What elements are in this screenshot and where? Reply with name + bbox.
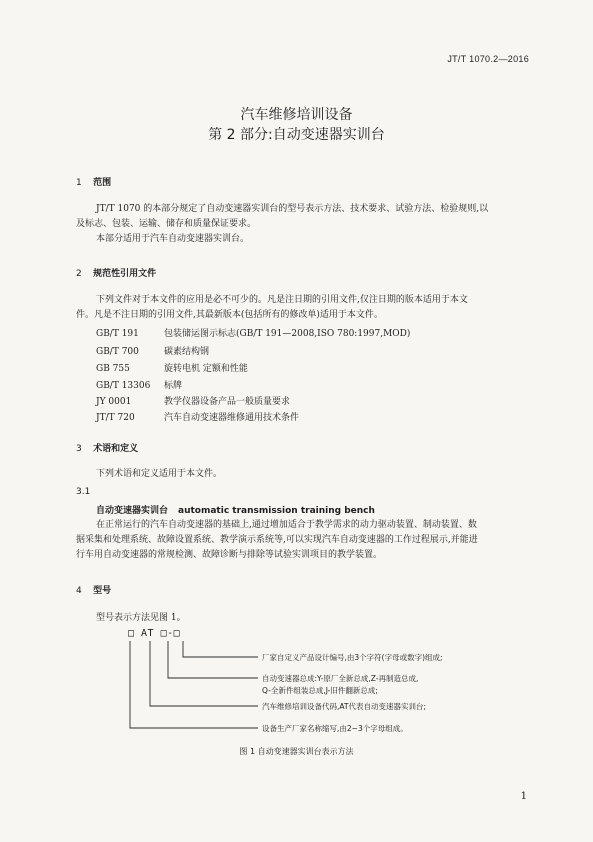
scope-paragraph-line2: 及标志、包装、运输、储存和质量保证要求。 [76, 219, 257, 229]
scope-applicability: 本部分适用于汽车自动变速器实训台。 [96, 234, 250, 244]
section-title: 规范性引用文件 [93, 269, 157, 279]
reference-title: 碳素结构钢 [164, 347, 210, 357]
diagram-label-assembly-type: 自动变速器总成:Y-原厂全新总成,Z-再制造总成, [262, 674, 419, 683]
section-title: 术语和定义 [93, 444, 139, 454]
scope-paragraph-line1: JT/T 1070 的本部分规定了自动变速器实训台的型号表示方法、技术要求、试验方法、检验规则,以 [96, 204, 489, 214]
references-paragraph-line1: 下列文件对于本文件的应用是必不可少的。凡是注日期的引用文件,仅注日期的版本适用于本文 [96, 295, 468, 305]
standard-code: JT/T 1070.2—2016 [447, 54, 529, 64]
reference-title: 包装储运图示标志(GB/T 191—2008,ISO 780:1997,MOD) [164, 329, 411, 339]
section-number: 3 [76, 444, 82, 454]
reference-code: GB 755 [96, 364, 130, 374]
section-title: 范围 [93, 178, 112, 188]
diagram-label-manufacturer: 设备生产厂家名称缩写,由2~3个字母组成。 [262, 724, 408, 733]
reference-code: GB/T 700 [96, 347, 139, 357]
model-code-pattern: □ AT □-□ [128, 628, 181, 639]
section-number: 4 [76, 586, 82, 596]
section-number: 1 [76, 178, 82, 188]
document-title: 汽车维修培训设备 [240, 107, 353, 123]
figure-caption: 图 1 自动变速器实训台表示方法 [239, 747, 354, 756]
term-definition-line3: 行车用自动变速器的常规检测、故障诊断与排除等试验实训项目的教学装置。 [76, 550, 383, 560]
diagram-label-equipment-code: 汽车维修培训设备代码,AT代表自动变速器实训台; [262, 702, 427, 711]
leader-line-assembly-type [168, 641, 258, 678]
diagram-label-assembly-type-cont: Q-全新件组装总成,J-旧件翻新总成; [262, 686, 378, 695]
reference-code: GB/T 191 [96, 329, 139, 339]
term-definition-line2: 据采集和处理系统、故障设置系统、教学演示系统等,可以实现汽车自动变速器的工作过程展示,并能进 [76, 535, 478, 545]
leader-line-manufacturer [130, 641, 258, 728]
section-title: 型号 [93, 586, 112, 596]
diagram-label-design-number: 厂家自定义产品设计编号,由3个字符(字母或数字)组成; [262, 653, 443, 662]
reference-title: 汽车自动变速器维修通用技术条件 [164, 413, 300, 423]
term-chinese: 自动变速器实训台 [96, 506, 169, 516]
reference-title: 标牌 [164, 381, 183, 391]
reference-title: 教学仪器设备产品一般质量要求 [164, 397, 291, 407]
term-number: 3.1 [76, 487, 91, 497]
document-subtitle: 第 2 部分:自动变速器实训台 [208, 127, 385, 143]
reference-title: 旋转电机 定额和性能 [164, 364, 248, 374]
reference-code: GB/T 13306 [96, 381, 151, 391]
reference-code: JY 0001 [96, 397, 132, 407]
model-intro: 型号表示方法见图 1。 [96, 613, 186, 623]
term-definition-line1: 在正常运行的汽车自动变速器的基础上,通过增加适合于教学需求的动力驱动装置、制动装置、数 [96, 520, 477, 530]
section-number: 2 [76, 269, 82, 279]
leader-line-equipment-code [150, 641, 258, 706]
page-number: 1 [520, 791, 527, 802]
terms-intro: 下列术语和定义适用于本文件。 [96, 469, 223, 479]
term-english: automatic transmission training bench [178, 506, 375, 516]
references-paragraph-line2: 件。凡是不注日期的引用文件,其最新版本(包括所有的修改单)适用于本文件。 [76, 310, 383, 320]
reference-code: JT/T 720 [96, 413, 135, 423]
leader-line-design-number [183, 641, 258, 657]
